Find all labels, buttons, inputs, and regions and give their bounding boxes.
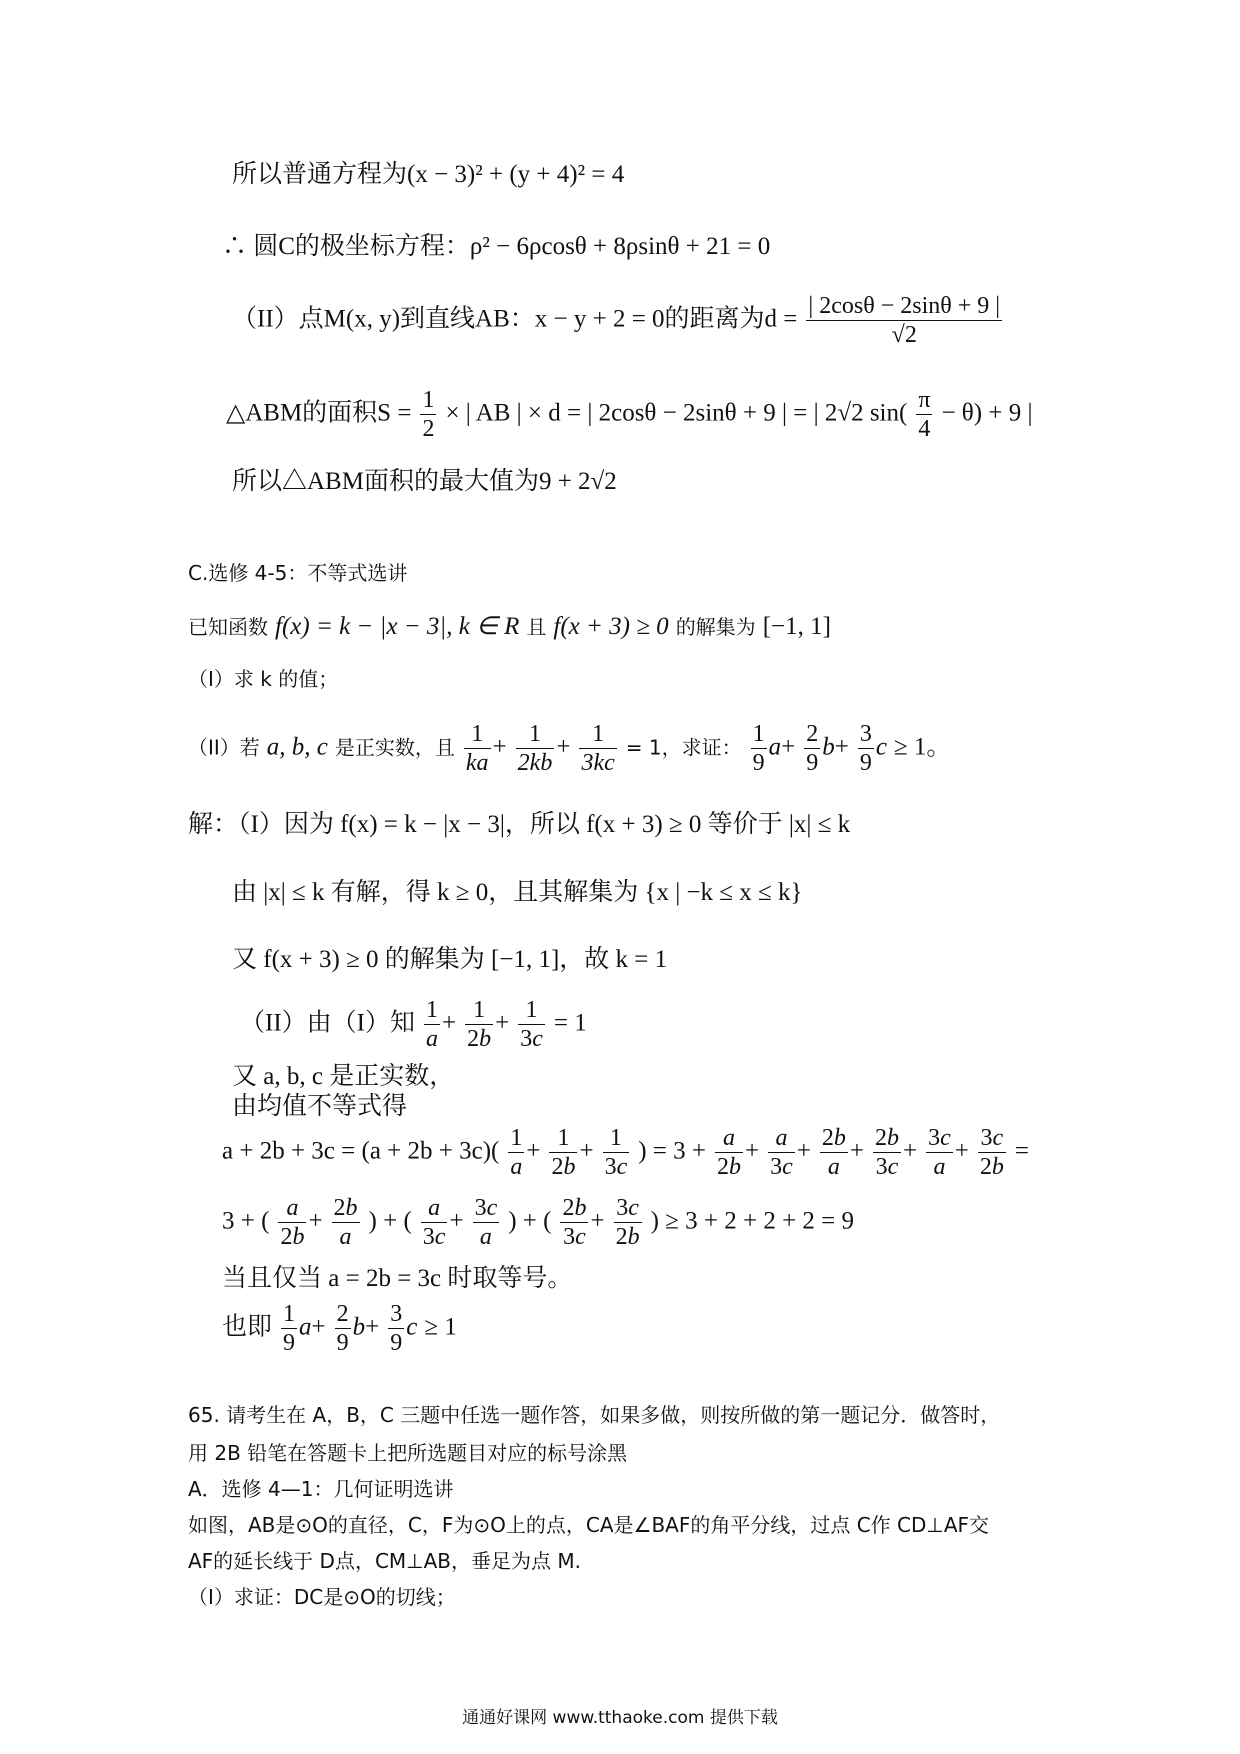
equation-line-3: （II）点M(x, y)到直线AB：x − y + 2 = 0的距离为d = $\frac{| 2\cos\theta - 2\sin\theta + 9 |}{√2}$ <box>232 293 1001 348</box>
solution-line-4: （II）由（I）知 $\frac{1}{a}$ + $\frac{1}{2b}$ + $\frac{1}{3c}$ = 1 <box>240 997 587 1052</box>
equation-line-4: △ABM的面积S = $\frac{1}{2}$ × | AB | × d = | 2cosθ − 2sinθ + 9 | = | 2√2 sin( $\frac{\pi}{4}$ − θ) + 9 | <box>226 387 1033 442</box>
given-function-line: 已知函数 f(x) = k − |x − 3|, k ∈ R 且 f(x + 3) ≥ 0 的解集为 [−1, 1] <box>188 613 831 640</box>
problem-65-line-4: 如图，AB是⊙O的直径，C，F为⊙O上的点，CA是∠BAF的角平分线，过点 C作 CD⊥AF交 <box>188 1513 990 1537</box>
solution-line-9: 当且仅当 a = 2b = 3c 时取等号。 <box>222 1265 573 1292</box>
solution-line-10: 也即 $\frac{1}{9}$ a+ $\frac{2}{9}$ b+ $\frac{3}{9}$ c ≥ 1 <box>222 1301 457 1356</box>
solution-line-8: 3 + ( $\frac{a}{2b}$ + $\frac{2b}{a}$ ) + ( $\frac{a}{3c}$ + $\frac{3c}{a}$ ) + ( $\frac{2b}{3c}$ + $\frac{3c}{2b}$ ) ≥ 3 + 2 + 2 + 2 = 9 <box>222 1195 855 1250</box>
problem-65-line-2: 用 2B 铅笔在答题卡上把所选题目对应的标号涂黑 <box>188 1441 628 1465</box>
problem-65-line-6: （I）求证：DC是⊙O的切线； <box>188 1585 456 1609</box>
question-2: （II）若 a, b, c 是正实数，且 $\frac{1}{ka}$ + $\frac{1}{2kb}$ + $\frac{1}{3kc}$ = 1，求证： $\frac{1}{9}$ a+ $\frac{2}{9}$ b+ $\frac{3}{9}$ c ≥ 1。 <box>188 721 952 776</box>
equation-line-1: 所以普通方程为(x − 3)² + (y + 4)² = 4 <box>232 161 625 188</box>
equation-line-5: 所以△ABM面积的最大值为9 + 2√2 <box>232 468 617 495</box>
solution-line-6: 由均值不等式得 <box>232 1093 408 1120</box>
solution-line-3: 又 f(x + 3) ≥ 0 的解集为 [−1, 1]，故 k = 1 <box>232 946 668 973</box>
problem-65-line-3: A．选修 4—1：几何证明选讲 <box>188 1477 454 1501</box>
solution-line-1: 解：（I）因为 f(x) = k − |x − 3|，所以 f(x + 3) ≥ 0 等价于 |x| ≤ k <box>188 811 851 838</box>
question-1: （I）求 k 的值； <box>188 667 339 691</box>
page-footer: 通通好课网 www.tthaoke.com 提供下载 <box>462 1708 778 1728</box>
section-c-title: C.选修 4-5：不等式选讲 <box>188 561 408 585</box>
problem-65-line-5: AF的延长线于 D点，CM⊥AB，垂足为点 M. <box>188 1549 581 1573</box>
problem-65-line-1: 65. 请考生在 A，B，C 三题中任选一题作答，如果多做，则按所做的第一题记分．做答时， <box>188 1403 1001 1427</box>
distance-fraction: $\frac{| 2\cos\theta - 2\sin\theta + 9 |}{√2}$ <box>808 293 1001 348</box>
equation-line-2: ∴ 圆C的极坐标方程：ρ² − 6ρcosθ + 8ρsinθ + 21 = 0 <box>222 233 771 260</box>
solution-line-5: 又 a, b, c 是正实数， <box>232 1063 455 1090</box>
solution-line-2: 由 |x| ≤ k 有解，得 k ≥ 0，且其解集为 {x | −k ≤ x ≤ k} <box>232 879 803 906</box>
solution-line-7: a + 2b + 3c = (a + 2b + 3c)( $\frac{1}{a}$ + $\frac{1}{2b}$ + $\frac{1}{3c}$ ) = 3 + $\frac{a}{2b}$ + $\frac{a}{3c}$ + $\frac{2b}{a}$ + $\frac{2b}{3c}$ + $\frac{3c}{a}$ + $\frac{3c}{2b}$ = <box>222 1125 1029 1180</box>
